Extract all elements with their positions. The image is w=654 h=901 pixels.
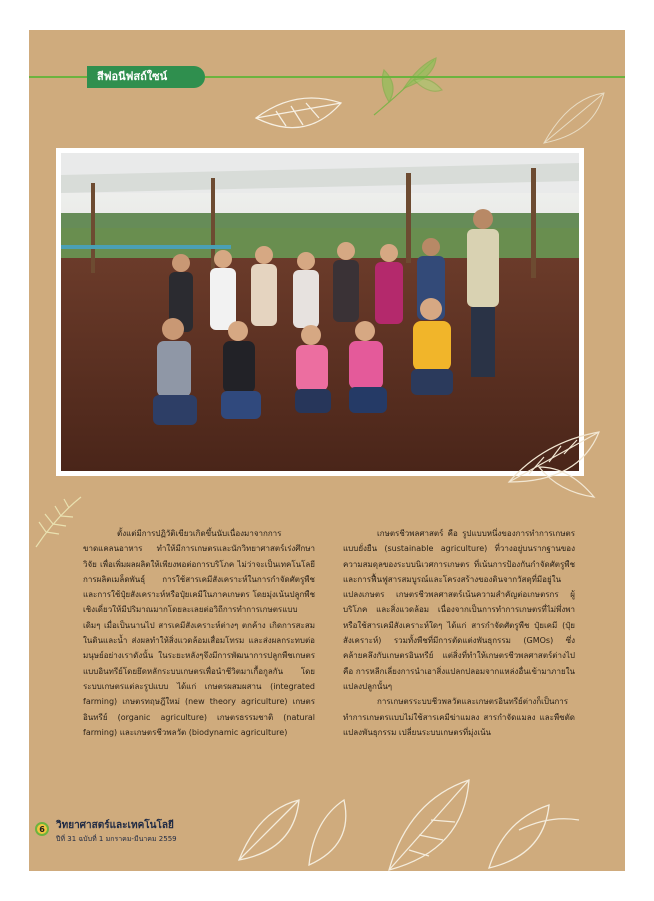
page-number: 6 <box>35 822 49 836</box>
leaf-illustration-top-green <box>364 50 444 120</box>
leaf-illustration-top-white <box>251 88 346 148</box>
issue-info: ปีที่ 31 ฉบับที่ 1 มกราคม-มีนาคม 2559 <box>56 835 177 843</box>
article-column-right <box>343 526 575 740</box>
leaf-illustration-left <box>31 492 91 552</box>
leaf-illustration-top-right <box>539 88 609 148</box>
section-label: สีฟอนีฟสถ์ใซน์ <box>87 66 205 88</box>
paragraph: เกษตรชีวพลศาสตร์ คือ รูปแบบหนึ่งของการทำการเกษตรแบบยั่งยืน (sustainable agriculture) ที่วางอยู่บนรากฐานของความสมดุลของระบบนิเวศการเกษตร ที่เน้นการป้องกันกำจัดศัตรูพืช และการฟื้นฟูสารสมบูรณ์และโครงสร้างของดินจากวัสดุที่มีอยู่ในแปลงเกษตร เกษตรชีวพลศาสตร์เน้นความสำคัญต่อเกษตรกร ผู้บริโภค และสิ่งแวดล้อม เนื่องจากเป็นการทำการเกษตรที่ไม่พึ่งพาหรือใช้สารเคมีสังเคราะห์ใดๆ ได้แก่ สารกำจัดศัตรูพืช ปุ๋ยเคมี (ปุ๋ยสังเคราะห์) รวมทั้งพืชที่มีการตัดแต่งพันธุกรรม (GMOs) ซึ่งคล้ายคลึงกับเกษตรอินทรีย์ แต่สิ่งที่ทำให้เกษตรชีวพลศาสตร์ต่างไป คือ การหลีกเลี่ยงการนำเอาสิ่งแปลกปลอมจากแหล่งอื่นเข้ามาภายในแปลงปลูกนั้นๆ <box>343 529 575 691</box>
magazine-name: วิทยาศาสตร์และเทคโนโลยี <box>56 820 174 831</box>
magazine-page <box>29 30 625 871</box>
leaf-illustration-right <box>499 422 609 512</box>
paragraph: ตั้งแต่มีการปฏิวัติเขียวเกิดขึ้นนับเนื่องมาจากการขาดแคลนอาหาร ทำให้มีการเกษตรและนักวิทยาศาสตร์เร่งศึกษา วิจัย เพื่อเพิ่มผลผลิตให้เพียงพอต่อการบริโภค ไม่ว่าจะเป็นเทคโนโลยีการผลิตเมล็ดพันธุ์ การใช้สารเคมีสังเคราะห์ในการกำจัดศัตรูพืช และการใช้ปุ๋ยสังเคราะห์หรือปุ๋ยเคมีในภาคเกษตร โดยมุ่งเน้นปลูกพืชเชิงเดี่ยวให้มีปริมาณมากโดยละเลยต่อวิถีการทำการเกษตรแบบเดิมๆ เมื่อเป็นนานไป สารเคมีสังเคราะห์ต่างๆ ตกค้าง เกิดการสะสมในดินและน้ำ ส่งผลทำให้สิ่งแวดล้อมเสื่อมโทรม และส่งผลกระทบต่อมนุษย์อย่างเราดังนั้น ในระยะหลังๆจึงมีการพัฒนาการปลูกพืชเกษตรแบบอินทรีย์โดยยึดหลักระบบเกษตรเพื่อนำชีวิตมาเกื้อกูลกัน โดยระบบเกษตรแต่ละรูปแบบ ได้แก่ เกษตรผสมผสาน (integrated farming) เกษตรทฤษฎีใหม่ (new theory agriculture) เกษตรอินทรีย์ (organic agriculture) เกษตรธรรมชาติ (natural farming) และเกษตรชีวพลวัต (biodynamic agriculture) <box>83 529 315 737</box>
article-column-left <box>83 526 315 740</box>
leaf-illustration-bottom <box>229 760 589 871</box>
paragraph: การเกษตรระบบชีวพลวัตและเกษตรอินทรีย์ต่างก็เป็นการทำการเกษตรแบบไม่ใช้สารเคมีฆ่าแมลง สารกำจัดแมลง และพืชตัดแปลงพันธุกรรม เปลี่ยนระบบเกษตรที่มุ่งเน้น <box>343 697 575 737</box>
